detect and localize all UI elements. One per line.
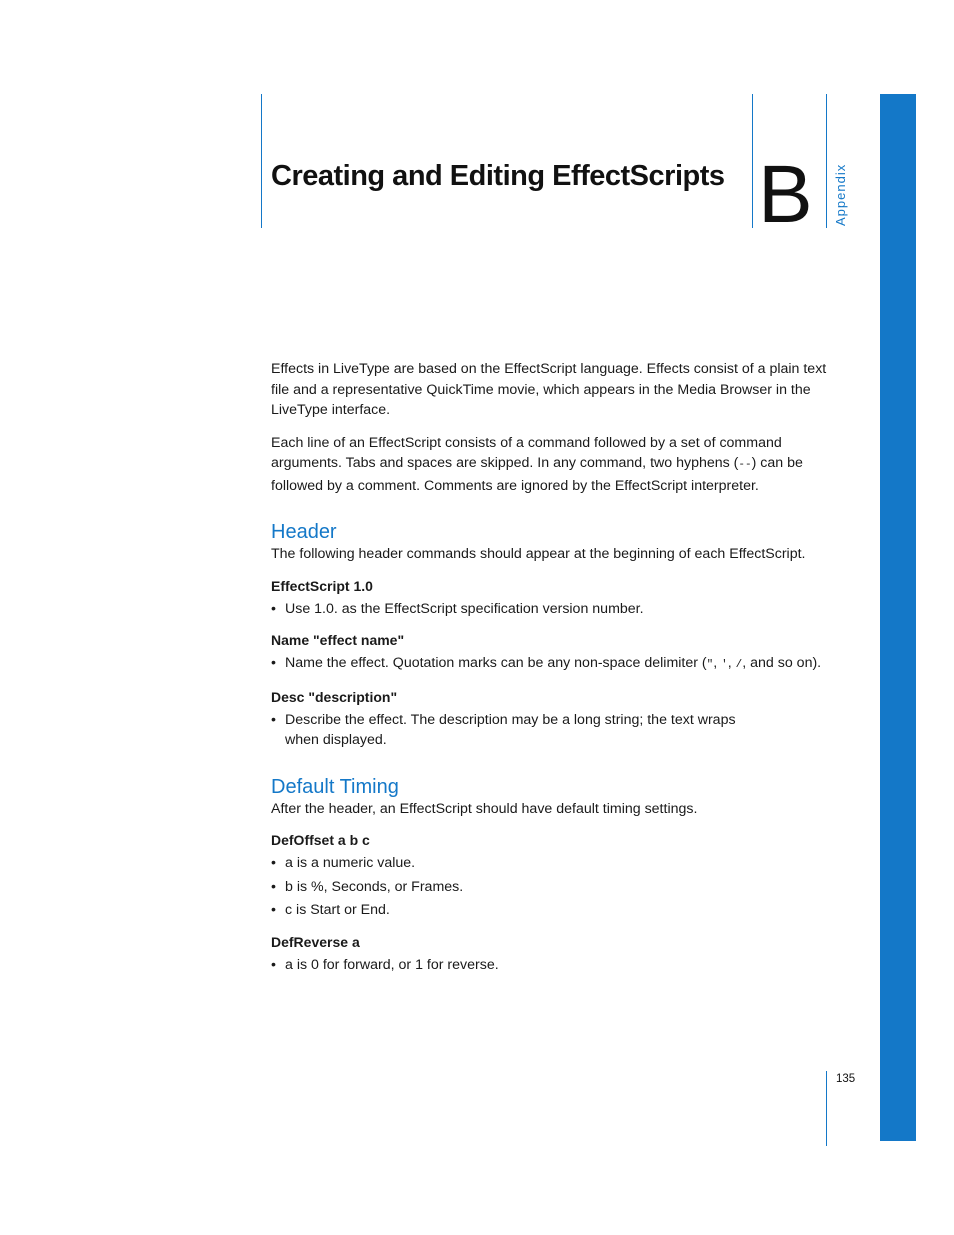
list-item: • a is 0 for forward, or 1 for reverse. xyxy=(271,955,831,976)
bullet-text-b: , and so on). xyxy=(742,655,822,671)
list-item: • a is a numeric value. xyxy=(271,853,831,874)
delimiter-slash: / xyxy=(735,659,743,671)
command-desc: Desc "description" xyxy=(271,688,398,705)
list-item xyxy=(271,710,831,751)
intro-paragraph-1: Effects in LiveType are based on the EffectScript language. Effects consist of a plain text file and a representative QuickTime movie, which appears in the Media Browser in the LiveType interface. xyxy=(271,361,827,418)
intro-paragraph-2-part-b: ) can be followed by a comment. Comments are ignored by the EffectScript interpreter. xyxy=(271,455,803,494)
list-item: • b is %, Seconds, or Frames. xyxy=(271,877,831,898)
header-rule-left xyxy=(261,94,262,228)
command-defoffset-bullets xyxy=(271,853,831,921)
intro-paragraph-2-part-a: Each line of an EffectScript consists of a command followed by a set of command arguments. Tabs and spaces are skipped. In any command, two hyphens ( xyxy=(271,434,782,471)
command-name: Name "effect name" xyxy=(271,632,405,648)
command-effectscript-bullets xyxy=(271,599,831,620)
command-desc-bullets xyxy=(271,710,831,751)
header-rule-right xyxy=(826,94,827,228)
chapter-title: Creating and Editing EffectScripts xyxy=(271,160,725,192)
section-heading-header: Header xyxy=(271,521,337,543)
list-item: • Use 1.0. as the EffectScript specification version number. xyxy=(271,599,831,620)
section-timing-description: After the header, an EffectScript should have default timing settings. xyxy=(271,800,698,817)
page-number: 135 xyxy=(836,1073,856,1085)
bullet-line-2: when displayed. xyxy=(285,732,387,748)
delimiter-apostrophe: ' xyxy=(721,659,728,671)
section-header-description: The following header commands should appear at the beginning of each EffectScript. xyxy=(271,546,806,562)
page-content xyxy=(271,359,831,975)
chapter-letter: B xyxy=(758,149,813,240)
command-defreverse: DefReverse a xyxy=(271,933,360,950)
bullet-line-1: Describe the effect. The description may be a long string; the text wraps xyxy=(285,711,736,728)
footer-rule xyxy=(826,1071,827,1146)
appendix-label: Appendix xyxy=(833,163,848,226)
list-item: • c is Start or End. xyxy=(271,900,831,921)
intro-paragraph-2 xyxy=(271,433,831,497)
list-item: • Name the effect. Quotation marks can be any non-space delimiter (", ', /, and so on). xyxy=(271,653,831,676)
command-defoffset: DefOffset a b c xyxy=(271,832,370,848)
side-thumb-tab xyxy=(880,94,916,1141)
delimiter-quote: " xyxy=(706,659,714,671)
bullet-text-a: Name the effect. Quotation marks can be any non-space delimiter ( xyxy=(285,655,707,671)
hyphens-code: -- xyxy=(738,459,752,471)
section-heading-default-timing: Default Timing xyxy=(271,775,399,798)
command-effectscript: EffectScript 1.0 xyxy=(271,577,373,594)
command-name-bullets xyxy=(271,653,831,676)
command-defreverse-bullets xyxy=(271,955,831,976)
header-rule-middle xyxy=(752,94,753,228)
